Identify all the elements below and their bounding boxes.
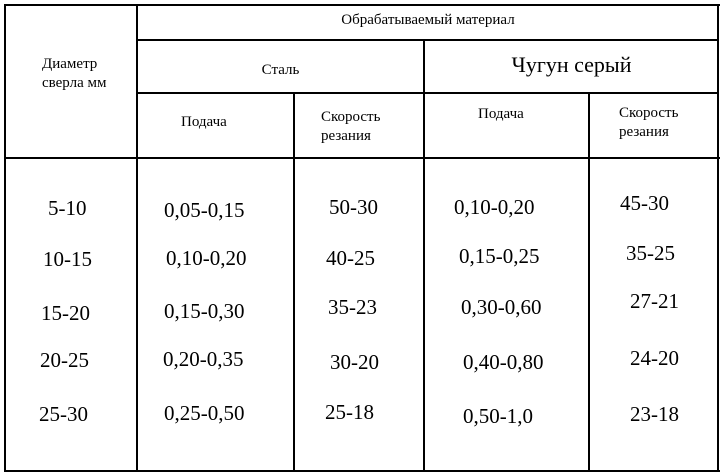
cell-feed-iron: 0,30-0,60 — [461, 295, 542, 319]
header-speed-iron: Скорость резания — [619, 105, 679, 140]
cell-diameter: 5-10 — [48, 196, 87, 220]
cell-feed-steel: 0,10-0,20 — [166, 246, 247, 270]
cell-speed-iron: 27-21 — [630, 289, 679, 313]
header-diameter: Диаметр сверла мм — [42, 56, 107, 91]
cell-speed-iron: 23-18 — [630, 402, 679, 426]
header-feed-steel: Подача — [181, 114, 227, 130]
cell-diameter: 25-30 — [39, 402, 88, 426]
line-under-steel-iron — [137, 92, 719, 94]
cell-speed-steel: 50-30 — [329, 195, 378, 219]
line-under-header — [4, 157, 720, 159]
header-cast-iron: Чугун серый — [511, 52, 632, 77]
border-top — [4, 4, 720, 6]
cell-feed-iron: 0,50-1,0 — [463, 404, 533, 428]
cell-speed-iron: 45-30 — [620, 191, 669, 215]
vline-steel-mid — [293, 93, 295, 471]
cell-diameter: 20-25 — [40, 348, 89, 372]
cell-speed-iron: 35-25 — [626, 241, 675, 265]
cell-feed-steel: 0,05-0,15 — [164, 198, 245, 222]
cell-diameter: 15-20 — [41, 301, 90, 325]
cell-speed-steel: 35-23 — [328, 295, 377, 319]
border-bottom — [4, 470, 720, 472]
header-speed-steel: Скорость резания — [321, 109, 381, 144]
border-left — [4, 4, 6, 472]
cell-feed-steel: 0,15-0,30 — [164, 299, 245, 323]
cell-feed-steel: 0,20-0,35 — [163, 347, 244, 371]
header-feed-iron: Подача — [478, 106, 524, 122]
vline-steel-iron — [423, 40, 425, 471]
cell-feed-iron: 0,10-0,20 — [454, 195, 535, 219]
cell-feed-iron: 0,15-0,25 — [459, 244, 540, 268]
header-material: Обрабатываемый материал — [341, 12, 515, 28]
cell-speed-iron: 24-20 — [630, 346, 679, 370]
cell-speed-steel: 40-25 — [326, 246, 375, 270]
cell-feed-steel: 0,25-0,50 — [164, 401, 245, 425]
line-under-material — [137, 39, 719, 41]
vline-iron-mid — [588, 93, 590, 471]
cell-feed-iron: 0,40-0,80 — [463, 350, 544, 374]
header-steel: Сталь — [261, 62, 300, 78]
cell-diameter: 10-15 — [43, 247, 92, 271]
cell-speed-steel: 25-18 — [325, 400, 374, 424]
cell-speed-steel: 30-20 — [330, 350, 379, 374]
